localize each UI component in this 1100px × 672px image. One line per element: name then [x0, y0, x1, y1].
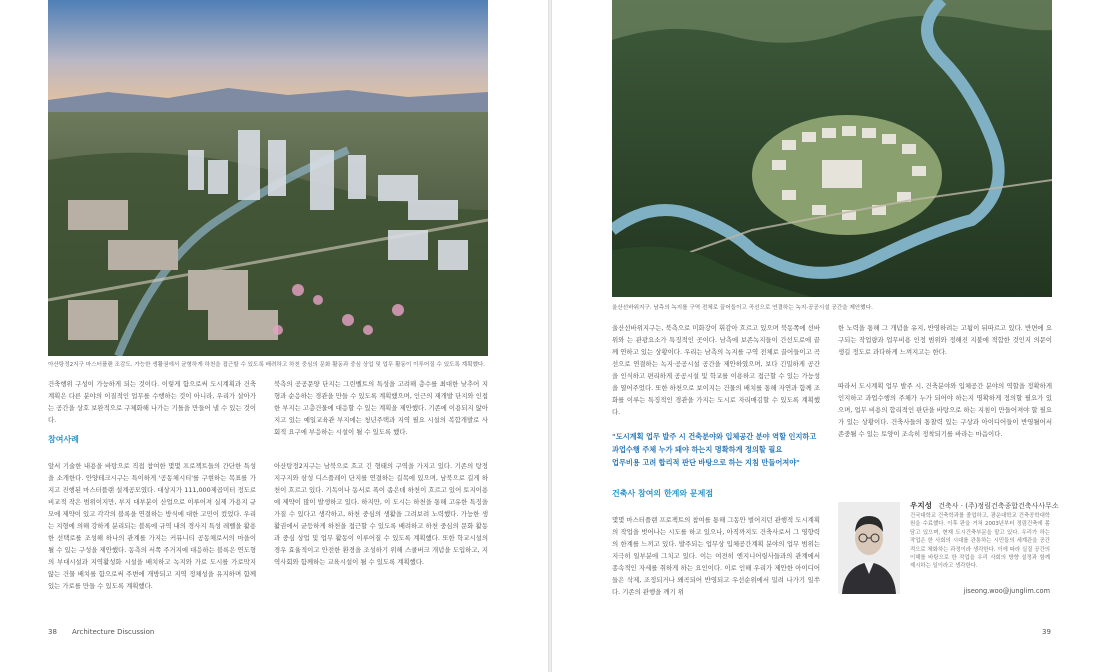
pull-quote-line-2: 과업수행 주체 누가 돼야 하는지 명확하게 정의할 필요 [612, 445, 783, 454]
folio-title: Architecture Discussion [72, 628, 155, 636]
right-page [552, 0, 1100, 672]
author-bio: 건국대학교 건축학과를 졸업하고, 광운대학교 건축공학대학원을 수료했다. 이후 판을 거쳐 2003년부터 정림건축에 몸담고 있으며, 현재 도시건축부문을 맡고 있다. 우리가 하는 작업은 한 사회의 시대를 관통하는 시민들의 세계관을 공간적으로 체화하는 과정이라 생각한다. 이에 따라 실질 공간의 이해를 바탕으로 한 작업을 우리 사회의 방향 설정과 함께 제시하는 일이라고 생각한다. [910, 513, 1050, 570]
aerial-rendering-ulsan-image [612, 0, 1052, 297]
author-name-line [910, 500, 1059, 511]
author-name: 우지성 [910, 501, 933, 510]
aerial-rendering-ulsan [612, 0, 1052, 297]
author-portrait [838, 502, 900, 594]
section-heading: 건축사 참여의 한계와 문제점 [612, 489, 714, 498]
body-text-col1-bottom: 몇몇 마스터플랜 프로젝트의 참여를 통해 그동안 벌어지던 관행적 도시계획의 작업을 벗어나는 시도를 하고 있으나, 아직까지도 건축사로서 그 영향력의 한계를 느끼고 있다. 발주되는 업무상 입체공간계획 분야의 업무 범위는 지극히 일부분에 그치고 있다. 이는 여전히 엔지니어링사들과의 관계에서 종속적인 자세를 취하게 하는 요인이다. 이로 인해 우리가 제안한 아이디어들은 삭제, 조정되거나 왜곡되어 반영되고 우선순위에서 밀려 나가기 일쑤다. 기존의 관행을 깨기 위 [612, 516, 820, 596]
folio-number: 39 [1042, 628, 1051, 636]
body-text-col1-top: 건축행위 구성이 가능하게 되는 것이다. 이렇게 함으로써 도시계획과 건축계획은 다른 분야의 이질적인 업무를 수행하는 것이 아니라, 우리가 살아가는 공간을 상호 보완적으로 구체화해 나가는 기틀을 만들어 낼 수 있는 것이다. [48, 380, 256, 424]
folio-number: 38 [48, 628, 57, 636]
pull-quote-line-3: 업무비용 고려 합리적 판단 바탕으로 하는 지침 만들어져야" [612, 458, 800, 467]
body-text-col2-bottom: 아산탕정2지구는 남북으로 흐고 긴 형태의 구역을 가지고 있다. 기존의 탕정지구지와 삼성 디스플레이 단지를 연결하는 길목에 있으며, 남북으로 길게 하천이 흐르고 있다. 기독이나 동서로 폭이 좁은데 하천이 흐르고 있어 토지이용에 제약이 많이 발생하고 있다. 하지만, 이 도시는 하천을 통해 고유한 특징을 가질 수 있다고 생각하고, 하천 중심의 생활을 그려보려 노력했다. 가능한 생활권에서 균등하게 하천을 접근할 수 있도록 배려하고 하천 중심의 문화 활동과 중심 상업 및 업무 활동이 이루어질 수 있도록 계획했다. 또한 학교시설의 경우 효율적이고 안전한 환경을 조성하기 위해 스쿨버크 개념을 도입하고, 지역사회와 함께하는 교육시설이 될 수 있도록 계획했다. [274, 462, 488, 566]
author-portrait-image [838, 502, 900, 594]
author-title: 건축사 · (주)정림건축종합건축사사무소 [938, 502, 1059, 510]
body-text-col2-top: 북측의 공공문양 단지는 그린벨트의 특성을 고려해 층수를 최대한 낮추어 지형과 순응하는 경관을 만들 수 있도록 계획했으며, 인근의 재개발 단지와 인접한 부지는 고층건물에 대응할 수 있는 계획을 제안했다. 기존에 이용되지 않아지고 있는 예일교육관 부지에는 청년주택과 지역 필요 시설의 복합개발로 사회적 요구에 부응하는 시설이 될 수 있도록 했다. [274, 380, 488, 436]
aerial-rendering-asan [48, 0, 488, 356]
body-text-col2-bottom: 따라서 도시계획 업무 발주 시, 건축분야와 입체공간 분야의 역할을 정확하게 인지하고 과업수행의 주체가 누가 되어야 하는지 명확하게 정의할 필요가 있으며, 업무 비용의 합리적인 판단을 바탕으로 하는 지침이 만들어져야 할 필요가 있는 상황이다. 건축사들의 통찰력 있는 구상과 아이디어들이 반영될어서 존중될 수 있는 토양이 조속히 정착되기를 바라는 마음이다. [838, 382, 1052, 438]
author-email: jiseong.woo@junglim.com [963, 587, 1050, 595]
left-page [0, 0, 548, 672]
section-heading: 참여사례 [48, 435, 79, 444]
body-text-col2-top: 한 노력을 통해 그 개념을 유지, 반영하려는 고됨이 뒤따르고 있다. 반면에 요구되는 작업량과 업무비용 인정 범위와 정해진 지불에 적합한 것인지 의문이 생길 정도로 과다하게 느껴지고는 한다. [838, 324, 1052, 356]
photo-caption: 울산선바위지구. 남측의 녹지를 구역 전체로 끌어들이고 곡선으로 연결하는 녹지·공공시설 공간을 제안했다. [612, 305, 873, 311]
pull-quote-line-1: "도시계획 업무 발주 시 건축분야와 입체공간 분야 역할 인지하고 [612, 432, 817, 441]
body-text-col1-top: 울산선바위지구는, 북측으로 미화강이 휘감아 흐르고 있으며 북동쪽에 선바위와 는 관광요소가 특징적인 곳이다. 남측에 보존녹지들이 간선도로에 끝께 연하고 있는 상황이다. 우리는 남측의 녹지를 구역 전체로 끌어들이고 곡선으로 연결하는 녹지·공공시설 공간을 제안하였으며, 보다 긴밀하게 공간을 인식하고 편리하게 공공시설 및 학교를 이용하고 접근할 수 있는 가능성을 열어주었다. 또한 하천으로 보이지는 건물의 배치를 통해 자연과 함께 조화를 이루는 특징적인 경관을 가지는 도시로 자리매김할 수 있도록 계획했다. [612, 324, 820, 416]
aerial-rendering-asan-image [48, 0, 488, 356]
photo-caption: 아산탕정2지구 마스터플랜 조감도. 가능한 생활권에서 균형하게 하천을 접근할 수 있도록 배려하고 하천 중심의 문화 활동과 중심 상업 및 업무 활동이 이루어질 수 있도록 계획했다. [48, 362, 486, 368]
body-text-col1-bottom: 앞서 기술한 내용을 바탕으로 직접 참여한 몇몇 프로젝트들의 간단한 특성을 소개한다. 안양테크시구는 특이하게 '공동체시티'를 구현하는 목표를 가지고 진행된 마스터플랜 설계공모였다. 대상지가 111,000제곱미터 정도로 비교적 작은 범위이지만, 부지 대부분이 산업으로 이루어져 실제 가용지 규모에 제약이 있고 각각의 블록을 연결하는 방식에 대한 고민이 컸었다. 우리는 지형에 의해 강하게 분리되는 블록에 규역 내의 경사지 특성 레벨을 활용한 선택로를 조성해 하나의 관계를 가지는 커뮤니티 공동체로서의 마을이 될 수 있는 구성을 제안했다. 동측의 서쪽 주거지에 대응하는 블록은 연도형의 부대시설과 지역활성화 시설을 배치하고 녹지와 가로 도시를 가로막지 않는 건물 배치를 함으로써 주변에 개방되고 지역 정체성을 유지하며 함께 있는 가로를 만들 수 있도록 계획했다. [48, 462, 256, 590]
pull-quote [612, 430, 842, 469]
